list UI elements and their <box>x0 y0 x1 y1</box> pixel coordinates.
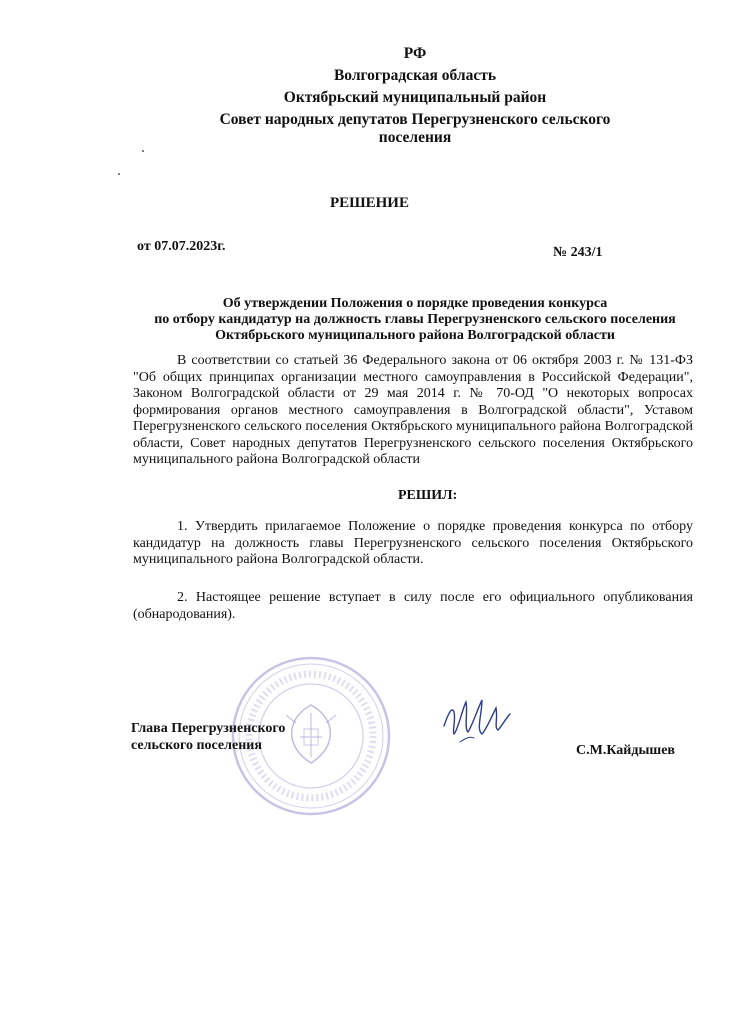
item-paragraph <box>133 590 693 623</box>
document-subject <box>130 296 700 344</box>
document-title: РЕШЕНИЕ <box>330 195 409 211</box>
header-country: РФ <box>403 45 427 62</box>
item-text: 1. Утвердить прилагаемое Положение о порядке проведения конкурса по отбору кандидатур на должность главы Перегрузненского сельского поселения Октябрьского муниципального района Волгоградской области. <box>133 519 693 567</box>
preamble-text: В соответствии со статьей 36 Федерального закона от 06 октября 2003 г. № 131-ФЗ "Об общих принципах организации местного самоуправления в Российской Федерации", Законом Волгоградской области от 29 мая 2014 г. № 70-ОД "О некоторых вопросах формирования органов местного самоуправления в Волгоградской области", Уставом Перегрузненского сельского поселения Октябрьского муниципального района Волгоградской области, Совет народных депутатов Перегрузненского сельского поселения Октябрьского муниципального района Волгоградской области <box>133 353 693 467</box>
handwritten-signature-icon <box>438 690 518 750</box>
signatory-position <box>131 720 285 754</box>
document-number: № 243/1 <box>553 245 603 260</box>
scan-speck <box>142 150 144 152</box>
preamble-paragraph <box>133 353 693 469</box>
signatory-name: С.М.Кайдышев <box>576 743 675 758</box>
resolved-heading: РЕШИЛ: <box>398 488 458 503</box>
header-region: Волгоградская область <box>333 67 497 84</box>
header-council: Совет народных депутатов Перегрузненского сельского <box>219 111 611 128</box>
subject-line: по отбору кандидатур на должность главы Перегрузненского сельского поселения <box>154 312 676 327</box>
header-council-cont: поселения <box>378 129 452 146</box>
signatory-position-line: сельского поселения <box>131 738 262 753</box>
signatory-position-line: Глава Перегрузненского <box>131 721 286 736</box>
item-paragraph <box>133 519 693 569</box>
subject-line: Об утверждении Положения о порядке проведения конкурса <box>222 296 608 311</box>
header-district: Октябрьский муниципальный район <box>283 89 547 106</box>
document-date: от 07.07.2023г. <box>137 239 226 254</box>
subject-line: Октябрьского муниципального района Волгоградской области <box>215 328 615 343</box>
scan-speck <box>118 173 120 175</box>
item-text: 2. Настоящее решение вступает в силу после его официального опубликования (обнародования). <box>133 590 693 622</box>
